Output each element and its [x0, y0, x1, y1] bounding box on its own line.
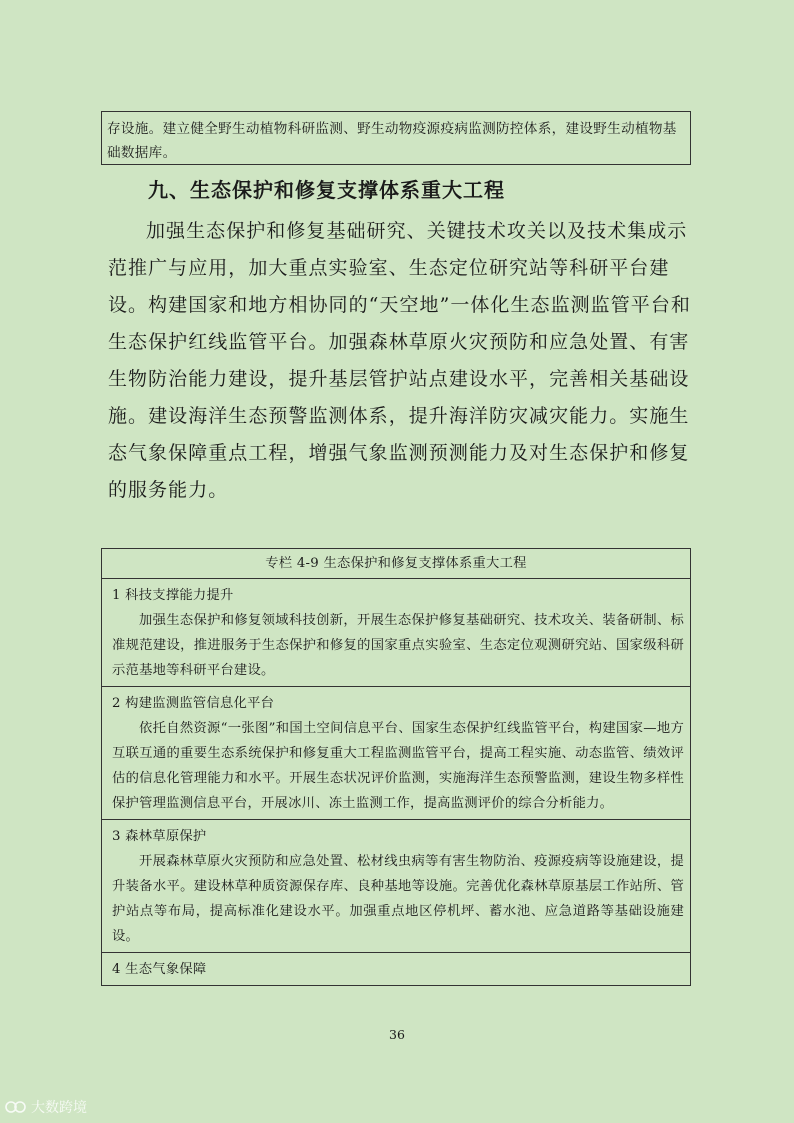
table-section-heading: 4 生态气象保障: [112, 962, 207, 977]
watermark-text: 大数跨境: [31, 1100, 87, 1116]
table-section-heading: 1 科技支撑能力提升: [112, 588, 234, 603]
continued-text-box: [101, 111, 691, 165]
section-paragraph: 加强生态保护和修复基础研究、关键技术攻关以及技术集成示范推广与应用，加大重点实验室、生态定位研究站等科研平台建设。构建国家和地方相协同的“天空地”一体化生态监测监管平台和生态保护红线监管平台。加强森林草原火灾预防和应急处置、有害生物防治能力建设，提升基层管护站点建设水平，完善相关基础设施。建设海洋生态预警监测体系，提升海洋防灾减灾能力。实施生态气象保障重点工程，增强气象监测预测能力及对生态保护和修复的服务能力。: [108, 220, 691, 501]
table-section-4: [102, 953, 690, 985]
table-section-3: [102, 820, 690, 953]
table-title: 专栏 4-9 生态保护和修复支撑体系重大工程: [102, 549, 690, 579]
table-section-heading: 2 构建监测监管信息化平台: [112, 696, 275, 711]
table-section-heading: 3 森林草原保护: [112, 829, 207, 844]
section-heading: 九、生态保护和修复支撑体系重大工程: [148, 178, 505, 202]
continued-text: 存设施。建立健全野生动植物科研监测、野生动物疫源疫病监测防控体系，建设野生动植物基础数据库。: [107, 121, 677, 161]
feature-table: [101, 548, 691, 986]
section-body: [108, 213, 693, 509]
table-section-2: [102, 687, 690, 820]
page-number: 36: [389, 1027, 405, 1042]
watermark: [5, 1097, 87, 1117]
table-section-1: [102, 579, 690, 687]
table-section-body: 依托自然资源“一张图”和国土空间信息平台、国家生态保护红线监管平台，构建国家—地方互联互通的重要生态系统保护和修复重大工程监测监管平台，提高工程实施、动态监管、绩效评估的信息化管理能力和水平。开展生态状况评价监测，实施海洋生态预警监测，建设生物多样性保护管理监测信息平台，开展冰川、冻土监测工作，提高监测评价的综合分析能力。: [112, 721, 684, 811]
logo-icon: [5, 1100, 27, 1114]
table-section-body: 加强生态保护和修复领域科技创新，开展生态保护修复基础研究、技术攻关、装备研制、标准规范建设，推进服务于生态保护和修复的国家重点实验室、生态定位观测研究站、国家级科研示范基地等科研平台建设。: [112, 613, 684, 678]
table-section-body: 开展森林草原火灾预防和应急处置、松材线虫病等有害生物防治、疫源疫病等设施建设，提升装备水平。建设林草种质资源保存库、良种基地等设施。完善优化森林草原基层工作站所、管护站点等布局，提高标准化建设水平。加强重点地区停机坪、蓄水池、应急道路等基础设施建设。: [112, 854, 684, 944]
